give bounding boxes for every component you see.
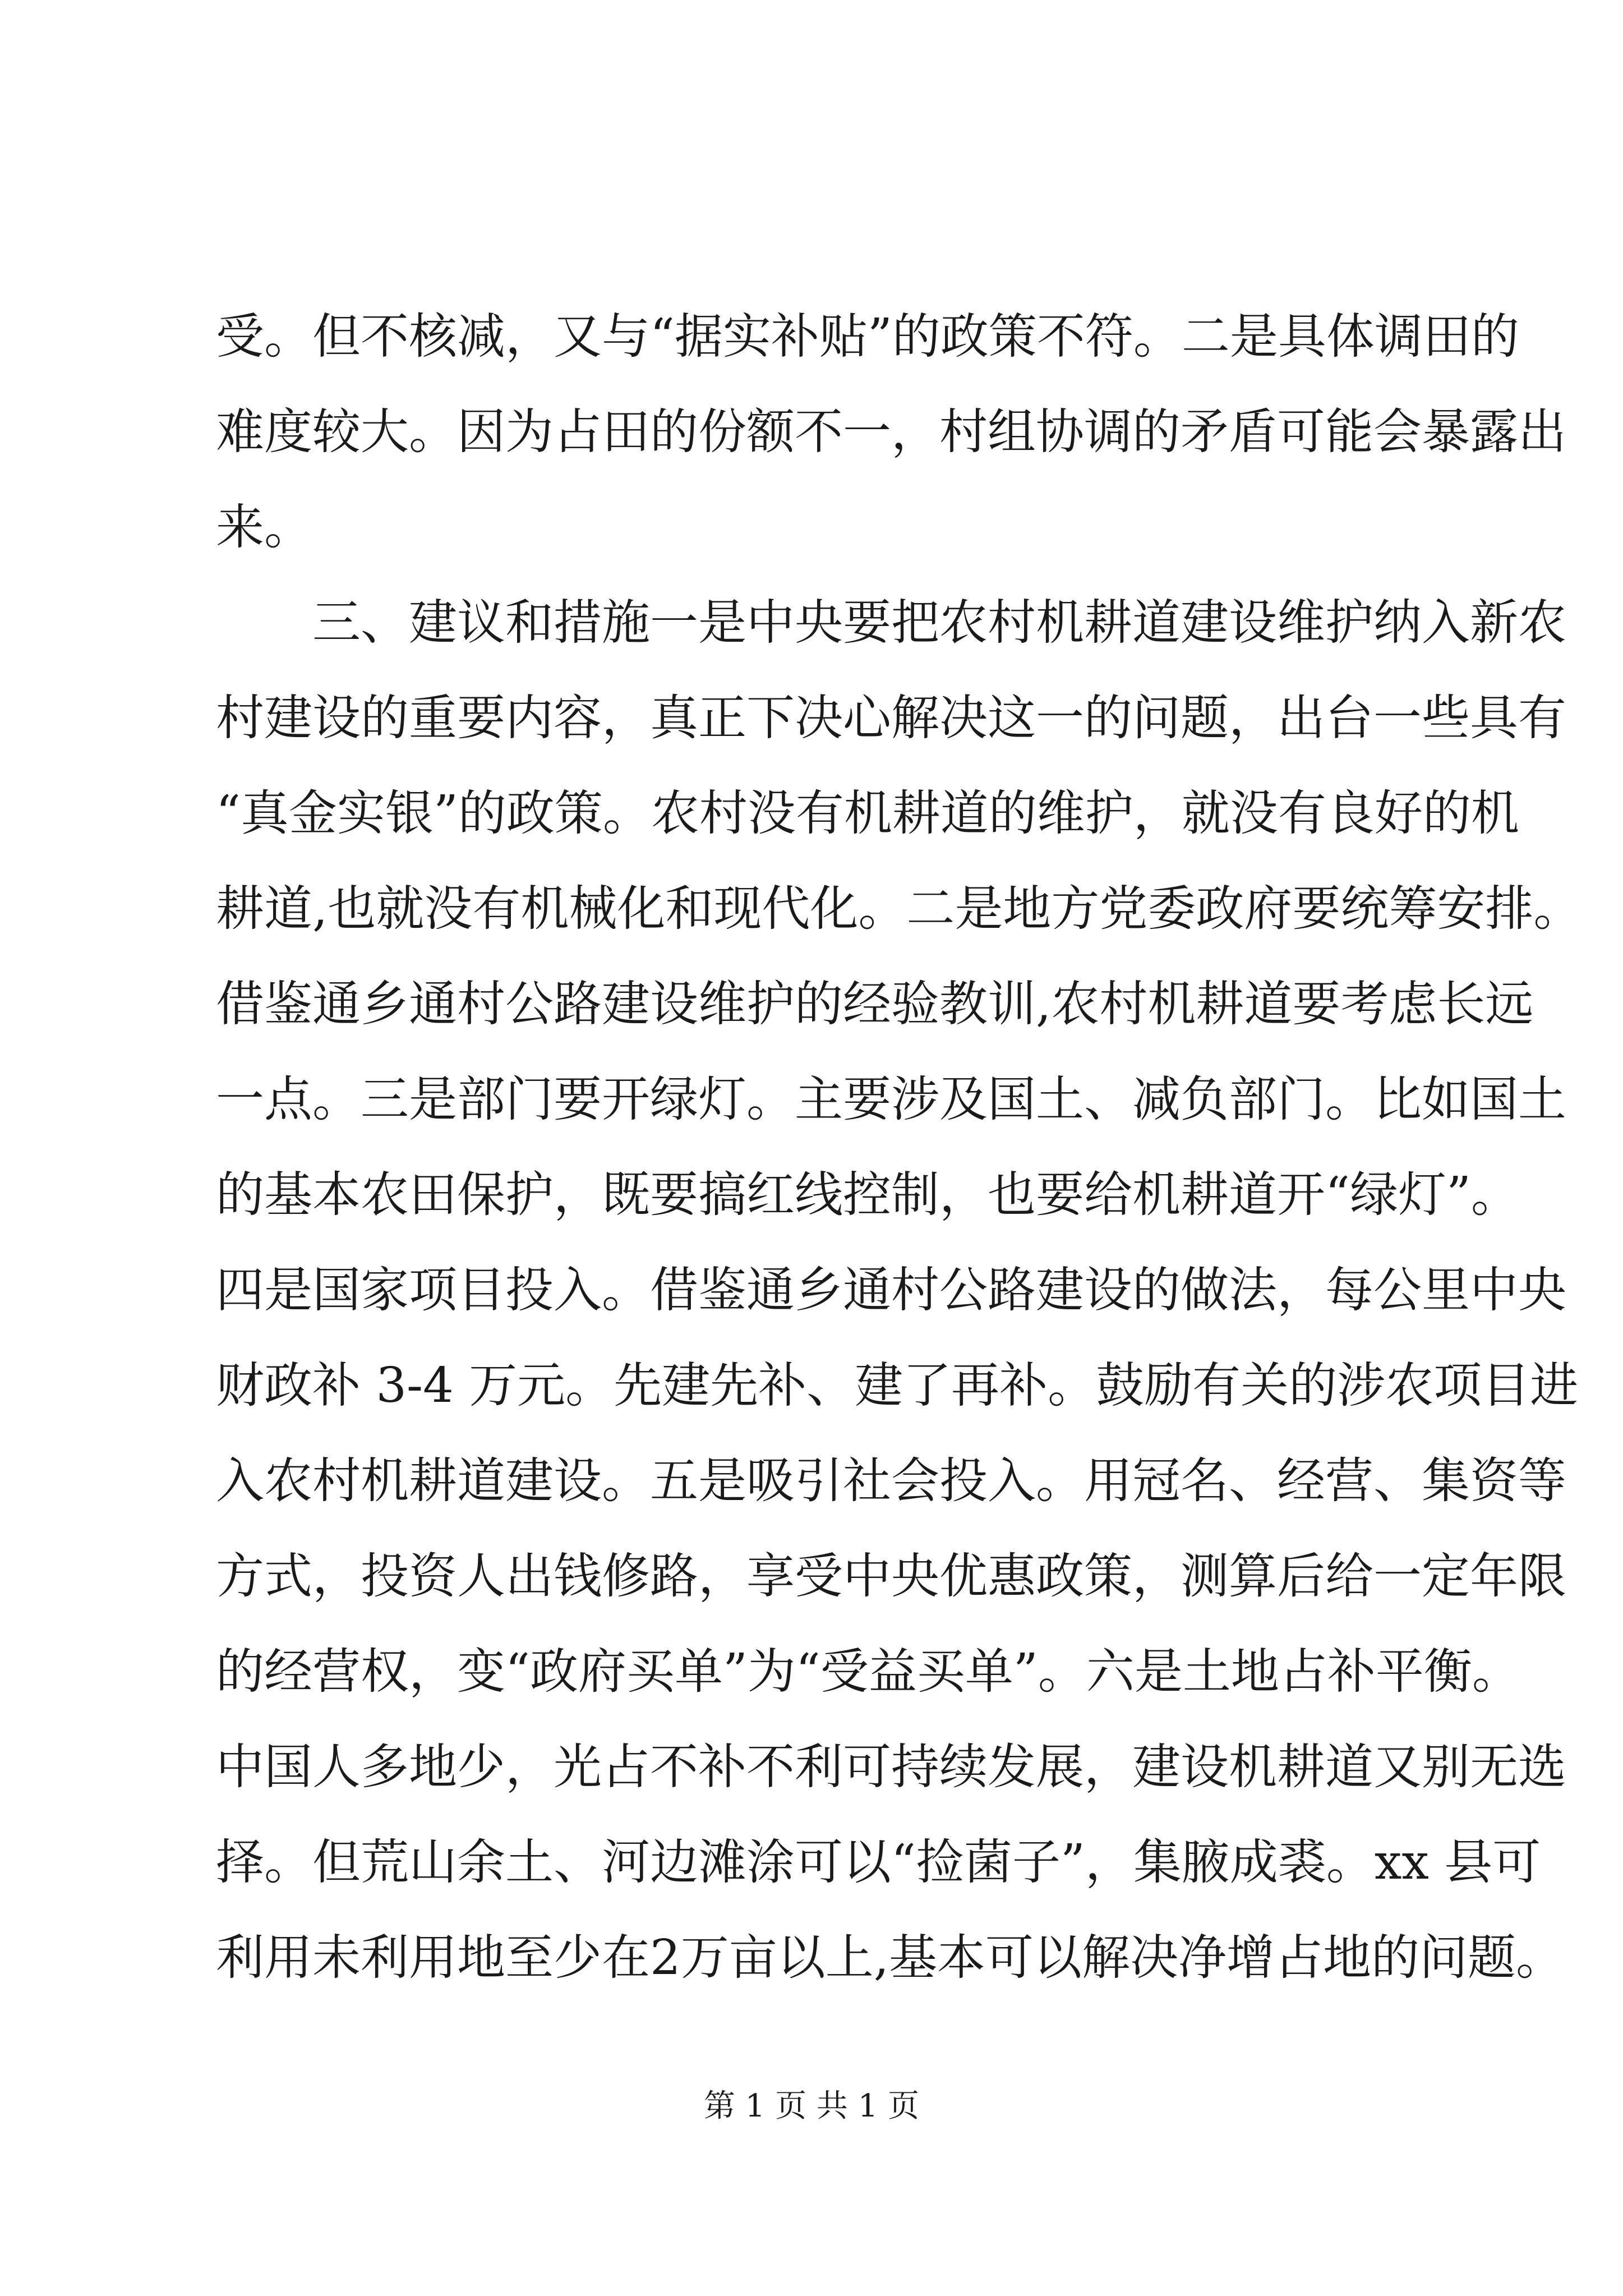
text-line-7: 耕道,也就没有机械化和现代化。二是地方党委政府要统筹安排。: [216, 881, 1582, 937]
text-line-10: 的基本农田保护，既要搞红线控制，也要给机耕道开“绿灯”。: [216, 1167, 1519, 1223]
text-line-12: 财政补 3-4 万元。先建先补、建了再补。鼓励有关的涉农项目进: [216, 1358, 1579, 1414]
text-line-15: 的经营权，变“政府买单”为“受益买单”。六是土地占补平衡。: [216, 1644, 1520, 1700]
text-line-13: 入农村机耕道建设。五是吸引社会投入。用冠名、经营、集资等: [216, 1453, 1566, 1509]
page-footer: 第 1 页 共 1 页: [703, 2088, 920, 2124]
text-line-14: 方式，投资人出钱修路，享受中央优惠政策，测算后给一定年限: [216, 1548, 1566, 1604]
text-line-9: 一点。三是部门要开绿灯。主要涉及国土、减负部门。比如国土: [216, 1071, 1566, 1128]
text-line-1: 受。但不核减，又与“据实补贴”的政策不符。二是具体调田的: [216, 309, 1519, 365]
text-line-11: 四是国家项目投入。借鉴通乡通村公路建设的做法，每公里中央: [216, 1262, 1566, 1318]
text-line-8: 借鉴通乡通村公路建设维护的经验教训,农村机耕道要考虑长远: [216, 976, 1534, 1032]
text-line-3: 来。: [216, 499, 312, 555]
text-line-5: 村建设的重要内容，真正下决心解决这一的问题，出台一些具有: [216, 690, 1566, 746]
text-line-4: 三、建议和措施一是中央要把农村机耕道建设维护纳入新农: [216, 595, 1566, 651]
text-line-18: 利用未利用地至少在2万亩以上,基本可以解决净增占地的问题。: [216, 1930, 1565, 1986]
text-line-6: “真金实银”的政策。农村没有机耕道的维护，就没有良好的机: [216, 785, 1519, 841]
text-line-16: 中国人多地少，光占不补不利可持续发展，建设机耕道又别无选: [216, 1739, 1566, 1795]
text-line-17: 择。但荒山余土、河边滩涂可以“捡菌子”，集腋成裘。xx 县可: [216, 1834, 1541, 1890]
text-line-2: 难度较大。因为占田的份额不一，村组协调的矛盾可能会暴露出: [216, 404, 1566, 460]
